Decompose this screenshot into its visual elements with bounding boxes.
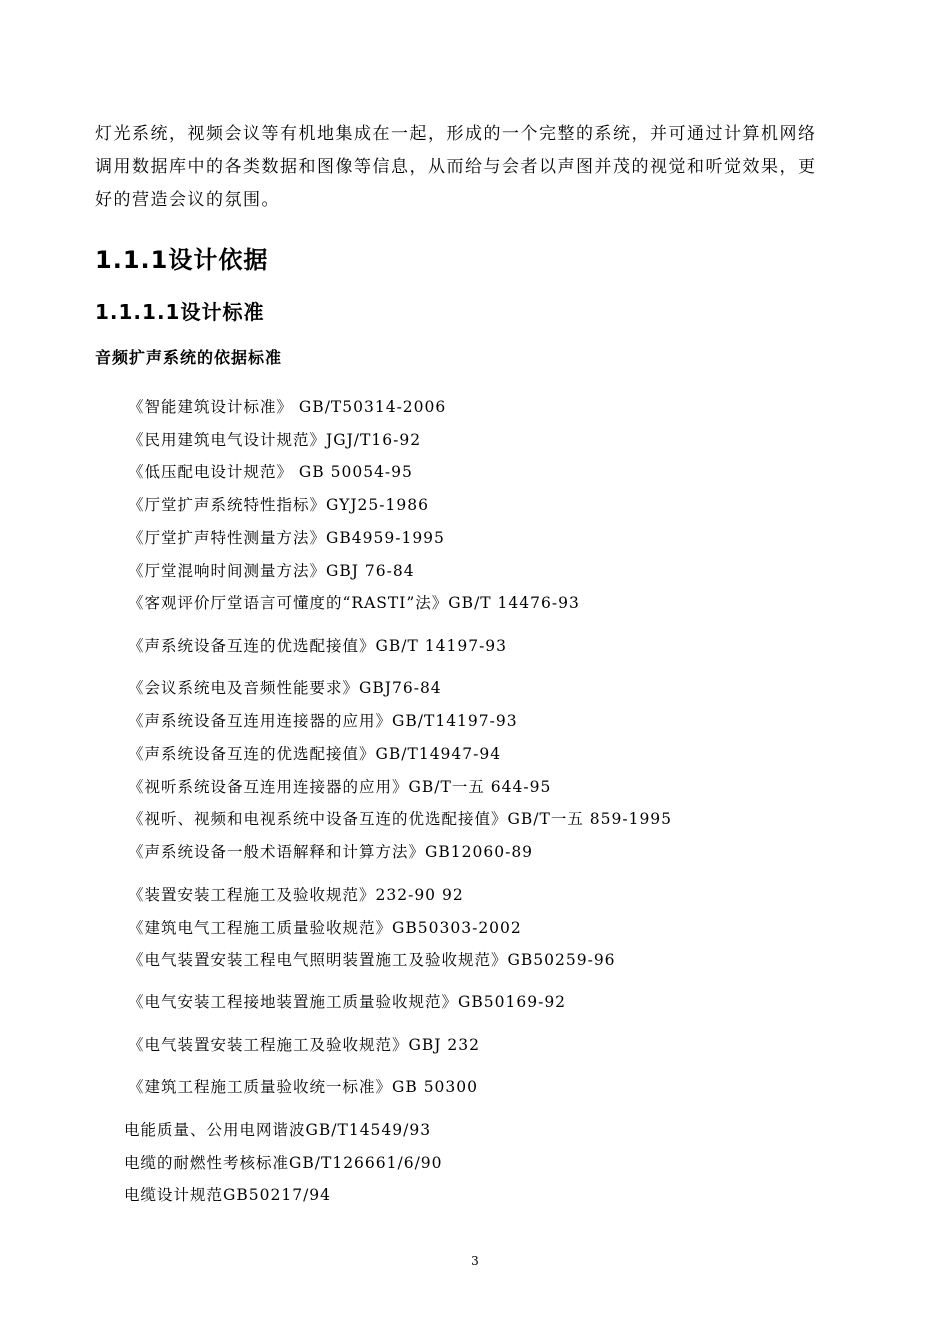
standard-item: 《智能建筑设计标准》 GB/T50314-2006 bbox=[128, 398, 447, 416]
standard-item: 《客观评价厅堂语言可懂度的“RASTI”法》GB/T 14476-93 bbox=[128, 594, 580, 612]
standard-item: 《厅堂扩声特性测量方法》GB4959-1995 bbox=[128, 529, 445, 547]
intro-line: 调用数据库中的各类数据和图像等信息，从而给与会者以声图并茂的视觉和听觉效果，更 bbox=[95, 157, 817, 177]
standard-item: 电能质量、公用电网谐波GB/T14549/93 bbox=[124, 1121, 432, 1139]
standard-item: 《装置安装工程施工及验收规范》232-90 92 bbox=[128, 886, 464, 904]
standard-item: 《厅堂扩声系统特性指标》GYJ25-1986 bbox=[128, 496, 429, 514]
standard-item: 《低压配电设计规范》 GB 50054-95 bbox=[128, 463, 413, 481]
standard-item: 《民用建筑电气设计规范》JGJ/T16-92 bbox=[128, 431, 422, 449]
standard-item: 《声系统设备一般术语解释和计算方法》GB12060-89 bbox=[128, 843, 534, 861]
standard-item: 《电气装置安装工程电气照明装置施工及验收规范》GB50259-96 bbox=[128, 951, 616, 969]
standard-item: 《建筑电气工程施工质量验收规范》GB50303-2002 bbox=[128, 919, 522, 937]
subsection-heading-1-1-1-1: 1.1.1.1设计标准 bbox=[95, 300, 265, 324]
standard-item: 《会议系统电及音频性能要求》GBJ76-84 bbox=[128, 679, 442, 697]
section-heading-1-1-1: 1.1.1设计依据 bbox=[95, 246, 269, 274]
standard-item: 《建筑工程施工质量验收统一标准》GB 50300 bbox=[128, 1078, 479, 1096]
standard-item: 《声系统设备互连用连接器的应用》GB/T14197-93 bbox=[128, 712, 518, 730]
standard-item: 电缆的耐燃性考核标准GB/T126661/6/90 bbox=[124, 1154, 443, 1172]
standard-item: 《厅堂混响时间测量方法》GBJ 76-84 bbox=[128, 562, 415, 580]
standard-item: 《电气装置安装工程施工及验收规范》GBJ 232 bbox=[128, 1036, 480, 1054]
standard-item: 《声系统设备互连的优选配接值》GB/T 14197-93 bbox=[128, 637, 508, 655]
page-number: 3 bbox=[471, 1254, 479, 1268]
standard-item: 电缆设计规范GB50217/94 bbox=[124, 1186, 332, 1204]
intro-line: 灯光系统，视频会议等有机地集成在一起，形成的一个完整的系统，并可通过计算机网络 bbox=[95, 124, 817, 144]
standard-item: 《声系统设备互连的优选配接值》GB/T14947-94 bbox=[128, 745, 502, 763]
standards-group-heading: 音频扩声系统的依据标准 bbox=[95, 348, 283, 367]
standard-item: 《视听系统设备互连用连接器的应用》GB/T一五 644-95 bbox=[128, 778, 552, 796]
intro-paragraph bbox=[95, 118, 865, 217]
intro-line: 好的营造会议的氛围。 bbox=[95, 190, 280, 210]
standard-item: 《电气安装工程接地装置施工质量验收规范》GB50169-92 bbox=[128, 993, 567, 1011]
standard-item: 《视听、视频和电视系统中设备互连的优选配接值》GB/T一五 859-1995 bbox=[128, 810, 673, 828]
